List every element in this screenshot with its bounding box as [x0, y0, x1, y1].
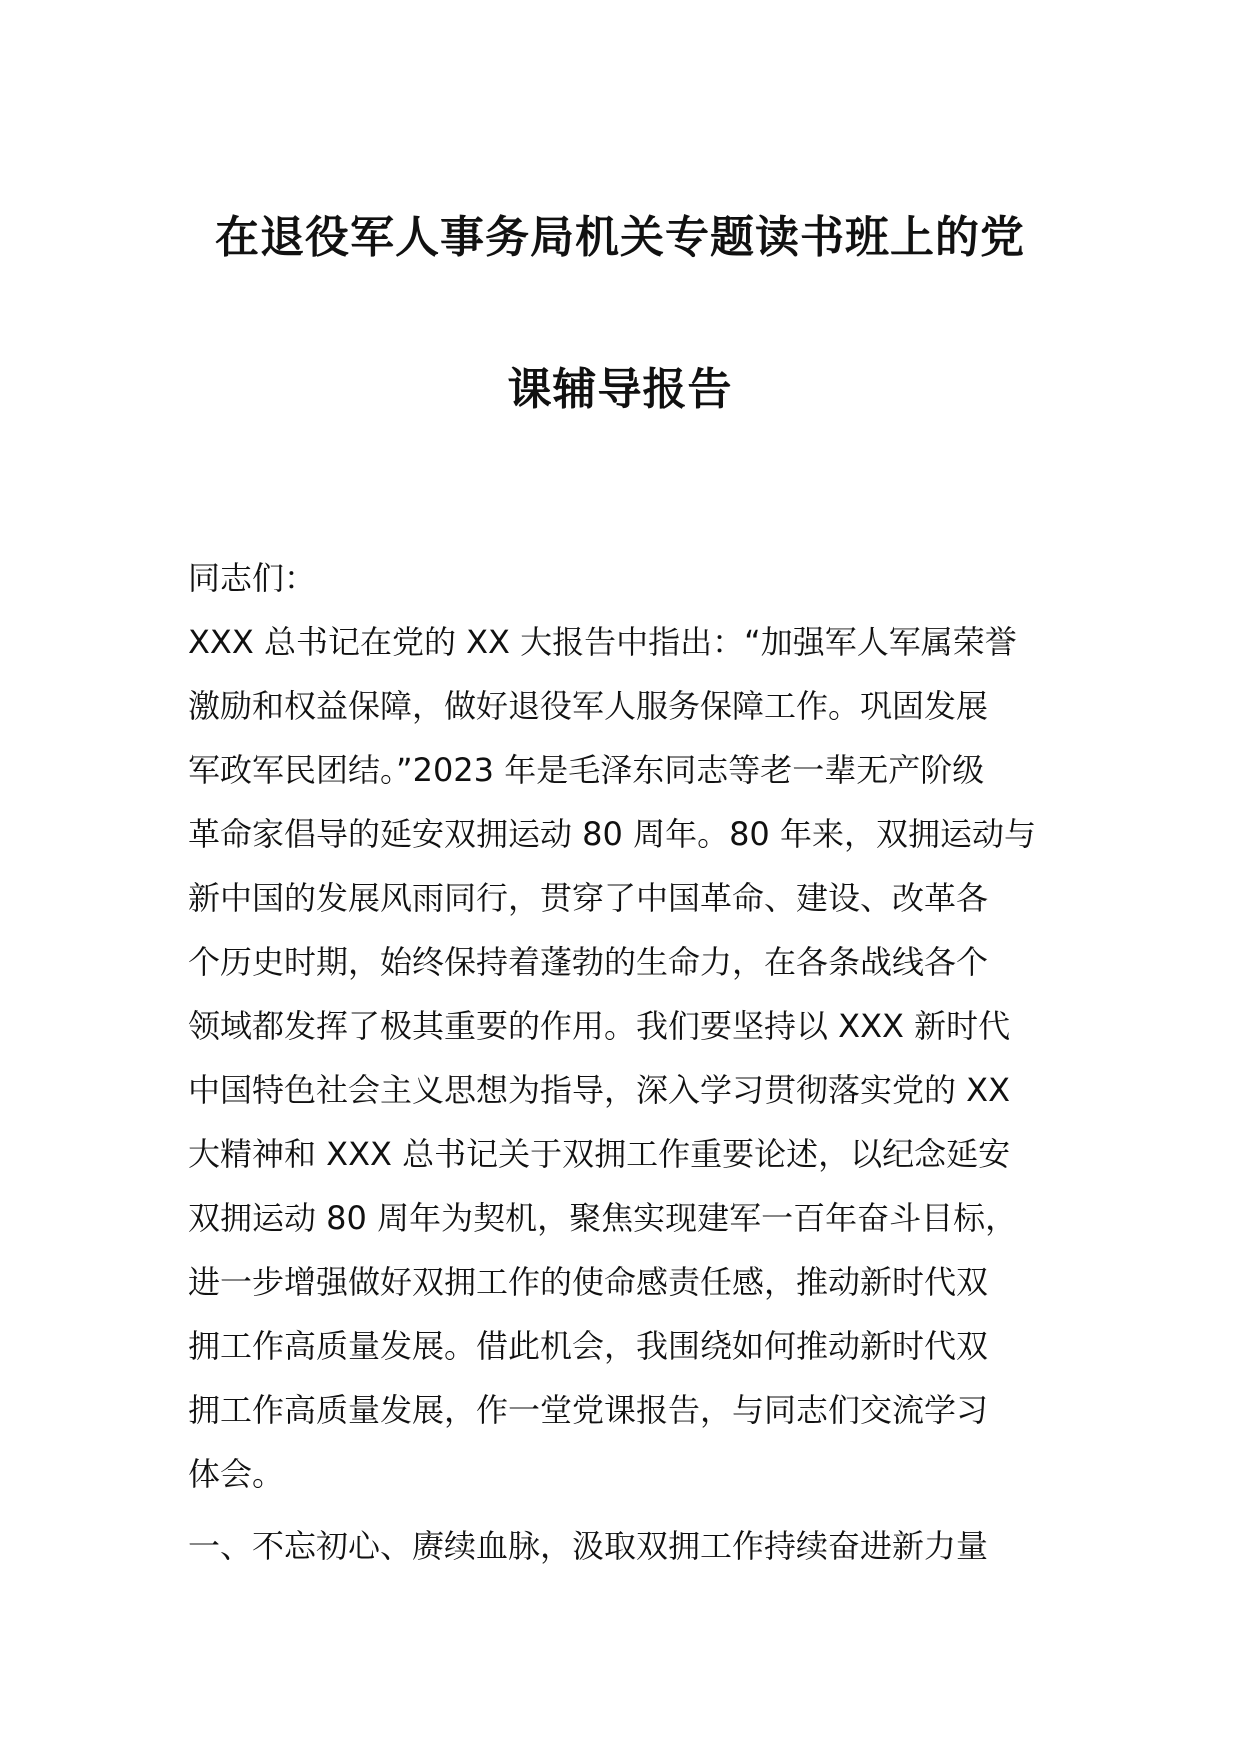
salutation-text: 同志们：	[188, 559, 317, 597]
paragraph-line: 新中国的发展风雨同行，贯穿了中国革命、建设、改革各	[188, 879, 989, 917]
salutation	[188, 546, 1058, 610]
paragraph-line: 拥工作高质量发展。借此机会，我围绕如何推动新时代双	[188, 1327, 989, 1365]
paragraph-line: 体会。	[188, 1455, 285, 1493]
paragraph-line: 个历史时期，始终保持着蓬勃的生命力，在各条战线各个	[188, 943, 989, 981]
paragraph-line: 激励和权益保障，做好退役军人服务保障工作。巩固发展	[188, 687, 989, 725]
paragraph-line: 双拥运动 80 周年为契机，聚焦实现建军一百年奋斗目标，	[188, 1199, 1018, 1237]
paragraph-line: 革命家倡导的延安双拥运动 80 周年。80 年来，双拥运动与	[188, 815, 1036, 853]
document-title-line-2: 课辅导报告	[507, 364, 733, 415]
paragraph-line: XXX 总书记在党的 XX 大报告中指出：“加强军人军属荣誉	[188, 623, 1017, 661]
section-heading-text: 一、不忘初心、赓续血脉，汲取双拥工作持续奋进新力量	[188, 1527, 989, 1565]
paragraph-line: 大精神和 XXX 总书记关于双拥工作重要论述，以纪念延安	[188, 1135, 1011, 1173]
paragraph-line: 拥工作高质量发展，作一堂党课报告，与同志们交流学习	[188, 1391, 989, 1429]
body-paragraph	[188, 610, 1058, 1506]
document-title-line-1: 在退役军人事务局机关专题读书班上的党	[215, 212, 1025, 263]
paragraph-line: 进一步增强做好双拥工作的使命感责任感，推动新时代双	[188, 1263, 989, 1301]
section-heading	[188, 1514, 1058, 1578]
paragraph-line: 中国特色社会主义思想为指导，深入学习贯彻落实党的 XX	[188, 1071, 1011, 1109]
paragraph-line: 军政军民团结。”2023 年是毛泽东同志等老一辈无产阶级	[188, 751, 985, 789]
paragraph-line: 领域都发挥了极其重要的作用。我们要坚持以 XXX 新时代	[188, 1007, 1011, 1045]
